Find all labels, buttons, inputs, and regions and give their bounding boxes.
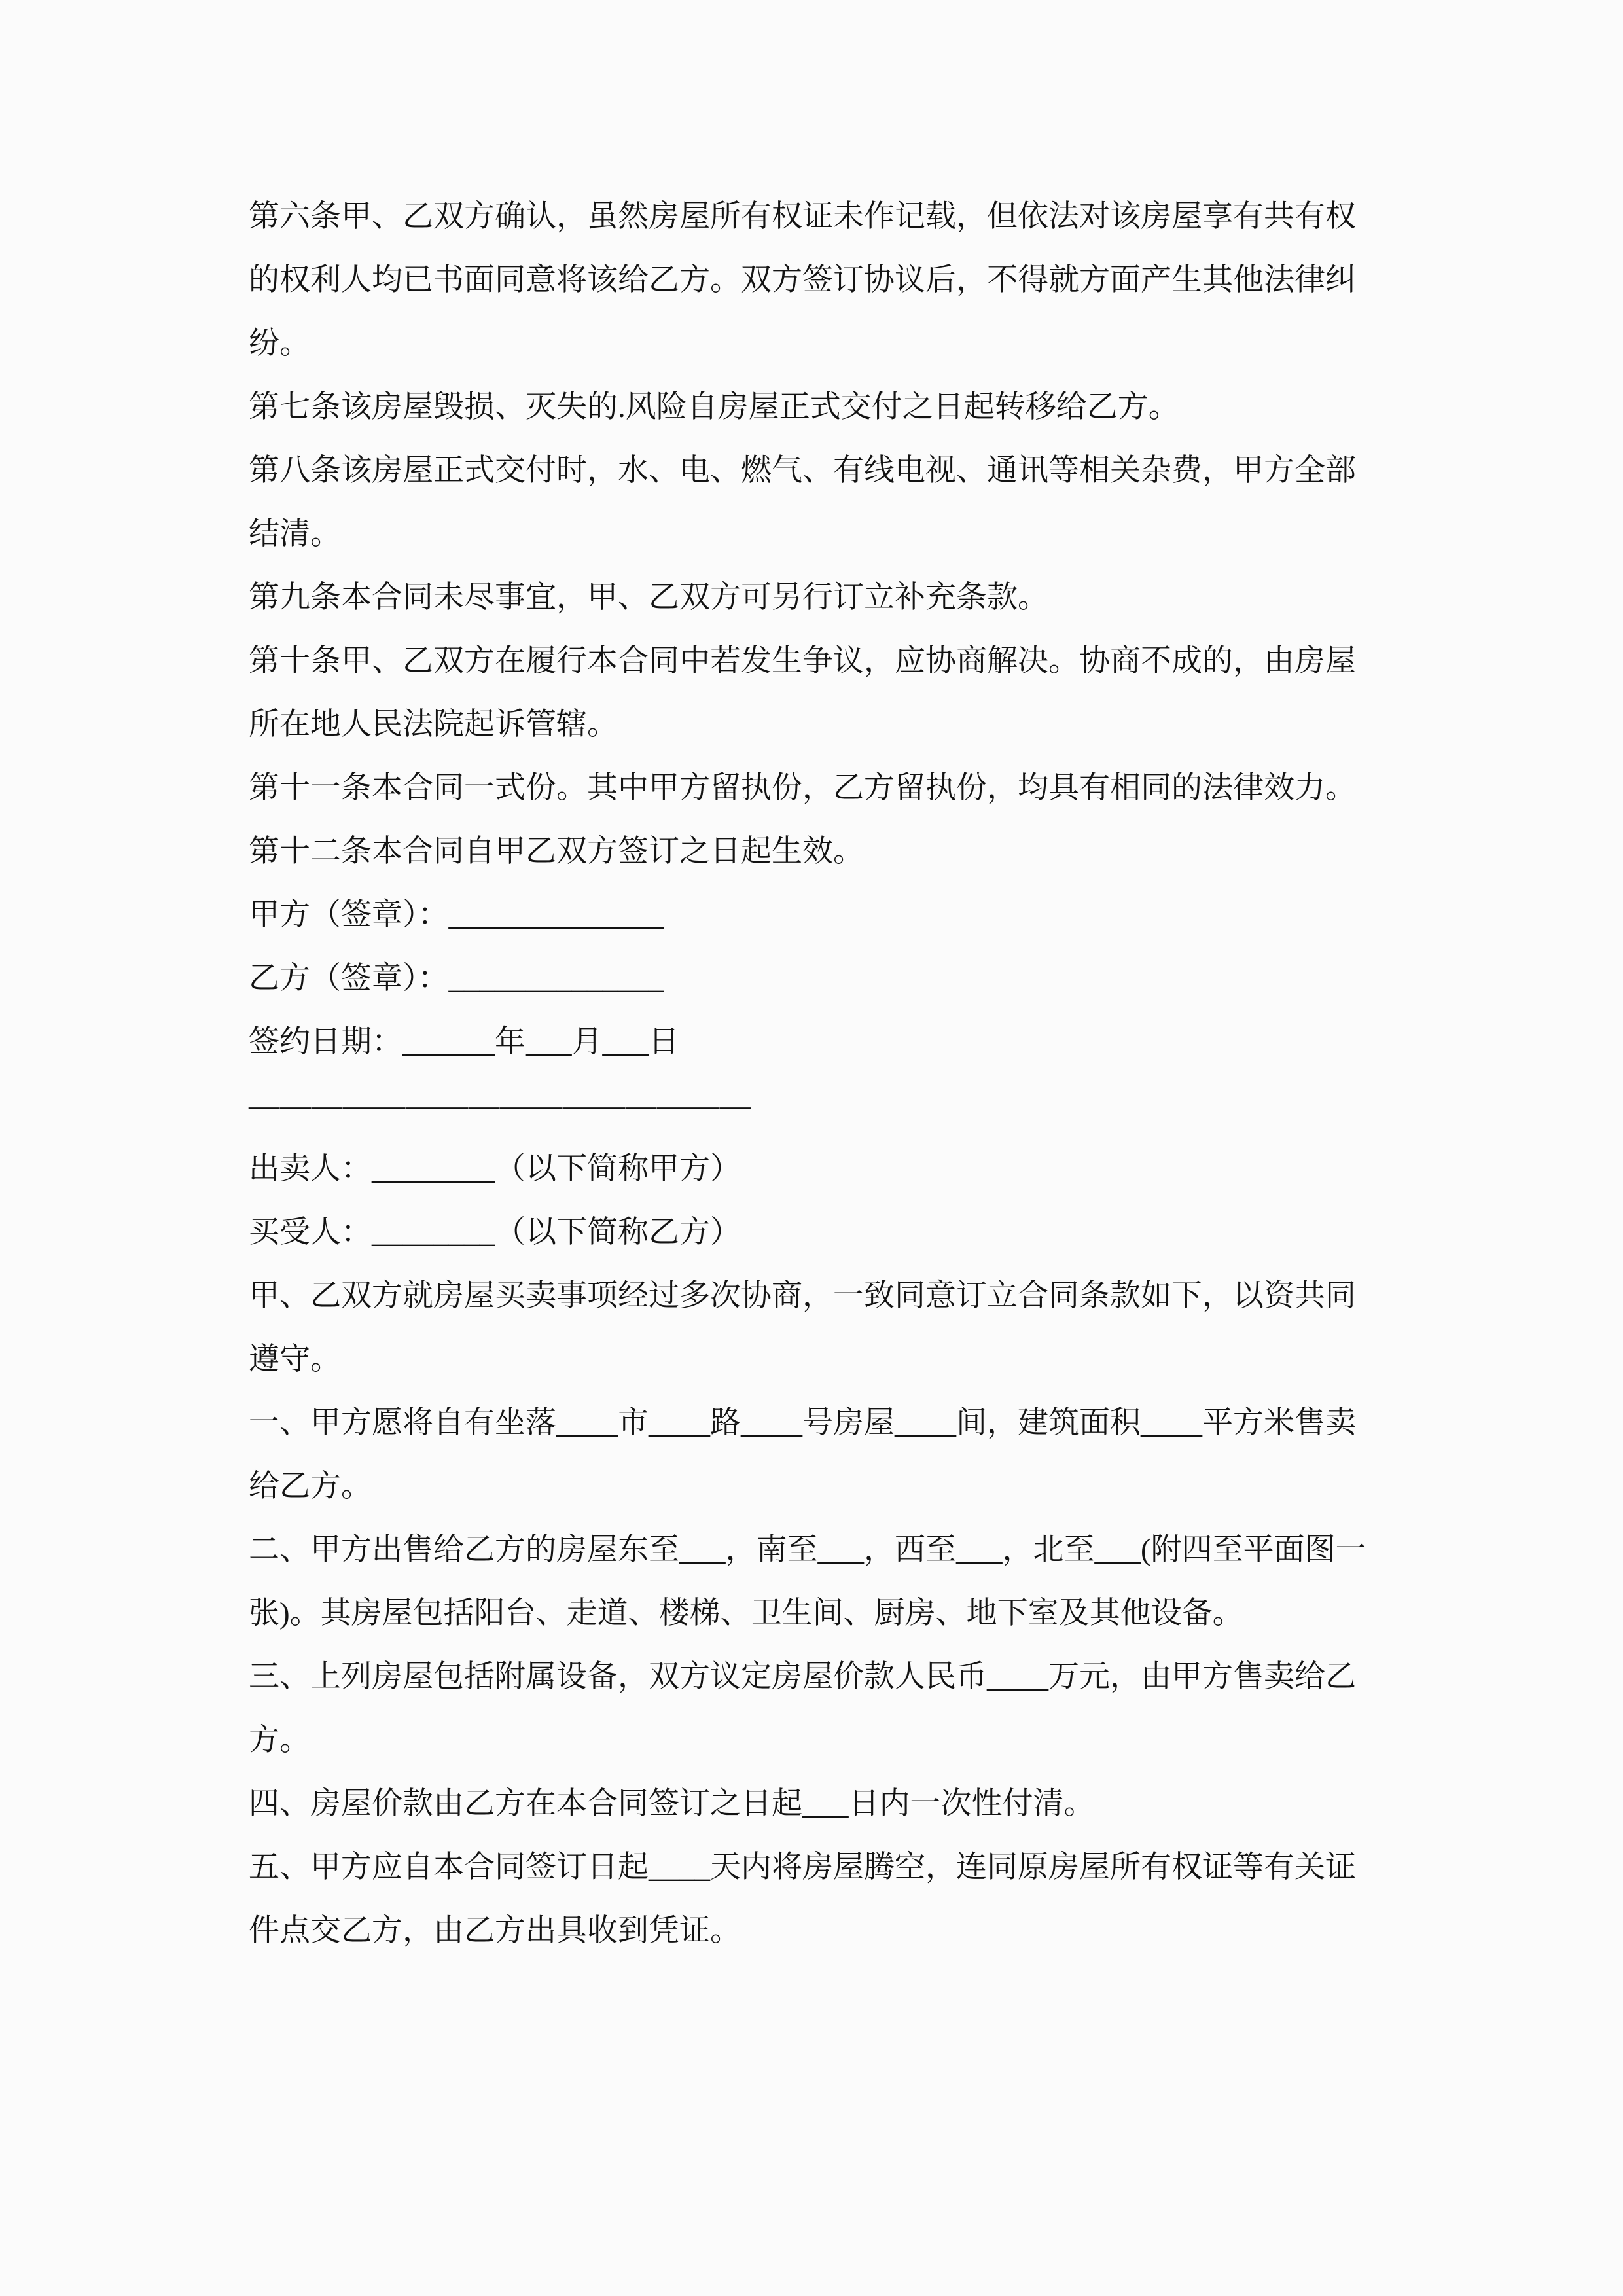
clause-6: 第六条甲、乙双方确认，虽然房屋所有权证未作记载，但依法对该房屋享有共有权的权利人均已书面同意将该给乙方。双方签订协议后，不得就方面产生其他法律纠纷。 bbox=[249, 200, 1356, 361]
party-a-signature-line: 甲方（签章）：______________ bbox=[249, 898, 664, 932]
divider: ———————————————— bbox=[249, 1088, 751, 1122]
clause-10: 第十条甲、乙双方在履行本合同中若发生争议，应协商解决。协商不成的，由房屋所在地人民法院起诉管辖。 bbox=[249, 644, 1356, 742]
party-b-signature-line: 乙方（签章）：______________ bbox=[249, 961, 664, 996]
signing-date-line: 签约日期：______年___月___日 bbox=[249, 1025, 679, 1059]
contract-text bbox=[249, 185, 1378, 1963]
item-4: 四、房屋价款由乙方在本合同签订之日起___日内一次性付清。 bbox=[249, 1787, 1095, 1821]
clause-9: 第九条本合同未尽事宜，甲、乙双方可另行订立补充条款。 bbox=[249, 581, 1048, 615]
seller-line: 出卖人：________（以下简称甲方） bbox=[249, 1152, 741, 1186]
clause-8: 第八条该房屋正式交付时，水、电、燃气、有线电视、通讯等相关杂费，甲方全部结清。 bbox=[249, 454, 1356, 551]
item-1: 一、甲方愿将自有坐落____市____路____号房屋____间，建筑面积____平方米售卖给乙方。 bbox=[249, 1406, 1356, 1503]
item-2: 二、甲方出售给乙方的房屋东至___，南至___，西至___，北至___(附四至平面图一张)。其房屋包括阳台、走道、楼梯、卫生间、厨房、地下室及其他设备。 bbox=[249, 1533, 1366, 1630]
item-3: 三、上列房屋包括附属设备，双方议定房屋价款人民币____万元，由甲方售卖给乙方。 bbox=[249, 1660, 1356, 1757]
buyer-line: 买受人：________（以下简称乙方） bbox=[249, 1215, 741, 1249]
preamble: 甲、乙双方就房屋买卖事项经过多次协商，一致同意订立合同条款如下，以资共同遵守。 bbox=[249, 1279, 1356, 1376]
clause-11: 第十一条本合同一式份。其中甲方留执份，乙方留执份，均具有相同的法律效力。 bbox=[249, 771, 1356, 805]
clause-7: 第七条该房屋毁损、灭失的.风险自房屋正式交付之日起转移给乙方。 bbox=[249, 390, 1179, 424]
item-5: 五、甲方应自本合同签订日起____天内将房屋腾空，连同原房屋所有权证等有关证件点交乙方，由乙方出具收到凭证。 bbox=[249, 1850, 1356, 1948]
clause-12: 第十二条本合同自甲乙双方签订之日起生效。 bbox=[249, 834, 864, 869]
